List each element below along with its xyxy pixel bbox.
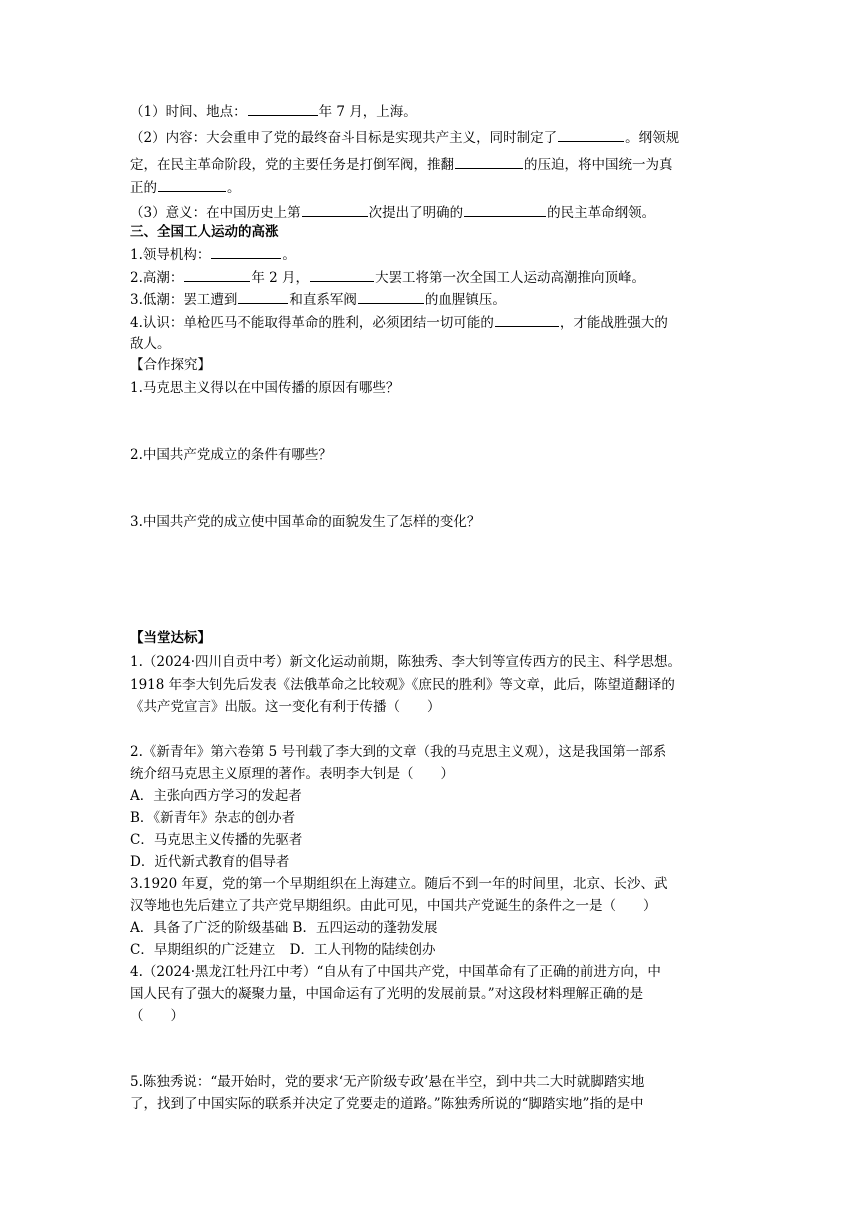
- fill-blank[interactable]: [158, 177, 226, 192]
- lesson-line-2: 敌人。: [130, 336, 171, 352]
- practice-q1-line-3: 《共产党宣言》出版。这一变化有利于传播（ ）: [130, 699, 441, 715]
- congress-time-line: （1）时间、地点： 年 7 月，上海。: [130, 101, 740, 122]
- fill-blank[interactable]: [248, 101, 318, 116]
- option-b[interactable]: B．《新青年》杂志的创办者: [130, 810, 296, 826]
- fill-blank[interactable]: [302, 202, 368, 217]
- cooperation-question-2: 2.中国共产党成立的条件有哪些？: [130, 447, 332, 463]
- section-heading-cooperation: 【合作探究】: [130, 357, 211, 373]
- option-b[interactable]: B．五四运动的蓬勃发展: [292, 920, 438, 936]
- fill-blank[interactable]: [455, 154, 523, 169]
- practice-q1-line-2: 1918 年李大钊先后发表《法俄革命之比较观》《庶民的胜利》等文章，此后，陈望道翻译的: [130, 677, 675, 693]
- option-d[interactable]: D．近代新式教育的倡导者: [130, 854, 290, 870]
- congress-content-line-3: 正的 。: [130, 177, 740, 198]
- option-a[interactable]: A．主张向西方学习的发起者: [130, 788, 302, 804]
- practice-q3-options-row-2: [130, 940, 740, 960]
- fill-blank[interactable]: [211, 244, 281, 259]
- fill-blank[interactable]: [238, 289, 288, 304]
- low-tide-line: 3.低潮：罢工遭到 和直系军阀 的血腥镇压。: [130, 289, 740, 310]
- practice-q4-line-2: 国人民有了强大的凝聚力量，中国命运有了光明的发展前景。”对这段材料理解正确的是: [130, 986, 644, 1002]
- practice-q2-line-2: 统介绍马克思主义原理的著作。表明李大钊是（ ）: [130, 766, 454, 782]
- leadership-line: 1.领导机构： 。: [130, 244, 740, 265]
- option-a[interactable]: A．具备了广泛的阶级基础: [130, 920, 289, 936]
- fill-blank[interactable]: [495, 312, 559, 327]
- practice-q2-line-1: 2.《新青年》第六卷第 5 号刊载了李大到的文章（我的马克思主义观），这是我国第一部系: [130, 744, 667, 760]
- fill-blank[interactable]: [558, 127, 624, 142]
- fill-blank[interactable]: [358, 289, 424, 304]
- fill-blank[interactable]: [184, 267, 250, 282]
- section-heading-workers-movement: 三、全国工人运动的高涨: [130, 224, 279, 240]
- congress-content-line-1: （2）内容：大会重申了党的最终奋斗目标是实现共产主义，同时制定了 。纲领规: [130, 127, 740, 148]
- option-c[interactable]: C．马克思主义传播的先驱者: [130, 832, 303, 848]
- practice-q5-line-1: 5.陈独秀说：“最开始时，党的要求‘无产阶级专政’悬在半空，到中共二大时就脚踏实地: [130, 1074, 645, 1090]
- fill-blank[interactable]: [310, 267, 374, 282]
- practice-q4-line-1: 4.（2024·黑龙江牡丹江中考）“自从有了中国共产党，中国革命有了正确的前进方向，中: [130, 964, 661, 980]
- option-d[interactable]: D．工人刊物的陆续创办: [289, 942, 436, 958]
- practice-q3-options-row-1: [130, 918, 740, 938]
- option-c[interactable]: C．早期组织的广泛建立: [130, 942, 276, 958]
- section-heading-practice: 【当堂达标】: [130, 630, 211, 646]
- practice-q3-line-1: 3.1920 年夏，党的第一个早期组织在上海建立。随后不到一年的时间里，北京、长沙、武: [130, 876, 668, 892]
- practice-q4-line-3: （ ）: [130, 1008, 184, 1024]
- cooperation-question-3: 3.中国共产党的成立使中国革命的面貌发生了怎样的变化？: [130, 514, 481, 530]
- practice-q3-line-2: 汉等地也先后建立了共产党早期组织。由此可见，中国共产党诞生的条件之一是（ ）: [130, 898, 657, 914]
- climax-line: 2.高潮： 年 2 月， 大罢工将第一次全国工人运动高潮推向顶峰。: [130, 267, 740, 288]
- lesson-line-1: 4.认识：单枪匹马不能取得革命的胜利，必须团结一切可能的 ，才能战胜强大的: [130, 312, 740, 333]
- congress-content-line-2: 定，在民主革命阶段，党的主要任务是打倒军阀，推翻 的压迫，将中国统一为真: [130, 154, 740, 175]
- practice-q5-line-2: 了，找到了中国实际的联系并决定了党要走的道路。”陈独秀所说的“脚踏实地”指的是中: [130, 1096, 644, 1112]
- cooperation-question-1: 1.马克思主义得以在中国传播的原因有哪些？: [130, 380, 400, 396]
- practice-q1-line-1: 1.（2024·四川自贡中考）新文化运动前期，陈独秀、李大钊等宣传西方的民主、科学思想。: [130, 654, 682, 670]
- fill-blank[interactable]: [464, 202, 546, 217]
- congress-significance-line: （3）意义：在中国历史上第 次提出了明确的 的民主革命纲领。: [130, 202, 740, 223]
